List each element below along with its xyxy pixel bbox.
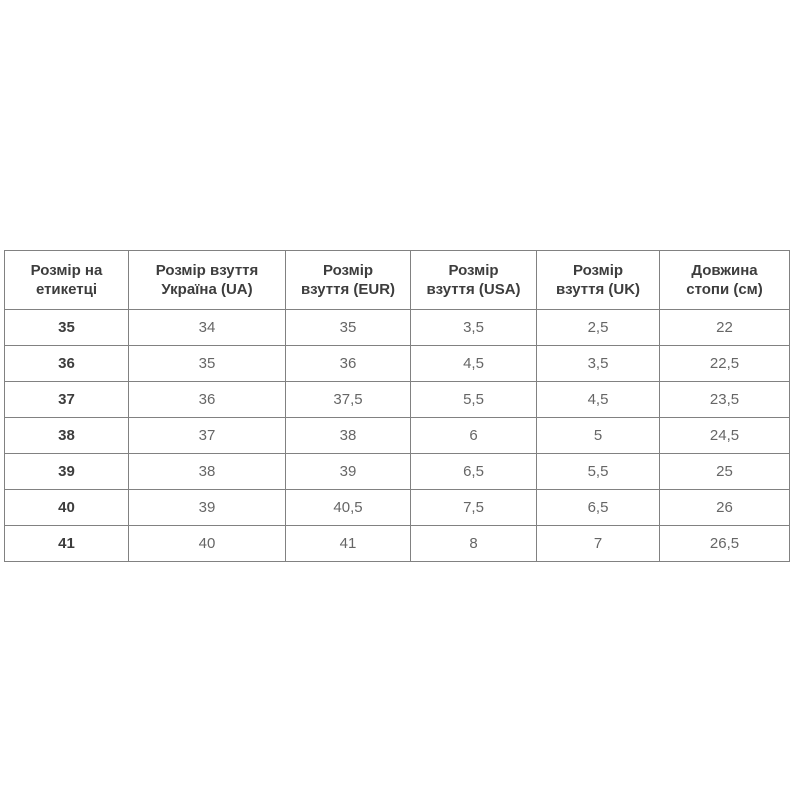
table-row <box>5 310 790 346</box>
table-cell-uk: 3,5 <box>537 346 660 382</box>
table-cell-label: 35 <box>5 310 129 346</box>
table-cell-ua: 36 <box>129 382 286 418</box>
table-cell-usa: 6,5 <box>411 454 537 490</box>
table-cell-eur: 41 <box>286 526 411 562</box>
header-line: Розмір <box>322 262 374 279</box>
table-cell-usa: 5,5 <box>411 382 537 418</box>
shoe-size-conversion-table <box>4 250 790 562</box>
table-header <box>5 251 790 310</box>
table-cell-eur: 36 <box>286 346 411 382</box>
table-row <box>5 526 790 562</box>
header-line: взуття (USA) <box>426 281 521 298</box>
table-cell-cm: 26 <box>660 490 790 526</box>
header-cell-ua-size <box>129 251 286 310</box>
table-cell-cm: 22 <box>660 310 790 346</box>
header-cell-uk-size <box>537 251 660 310</box>
table-cell-label: 38 <box>5 418 129 454</box>
table-cell-cm: 23,5 <box>660 382 790 418</box>
table-cell-ua: 35 <box>129 346 286 382</box>
table-cell-cm: 25 <box>660 454 790 490</box>
table-cell-label: 40 <box>5 490 129 526</box>
table-cell-eur: 40,5 <box>286 490 411 526</box>
table-cell-ua: 34 <box>129 310 286 346</box>
header-line: стопи (см) <box>686 281 763 298</box>
table-row <box>5 454 790 490</box>
table-cell-usa: 3,5 <box>411 310 537 346</box>
header-line: Розмір <box>572 262 624 279</box>
table-cell-usa: 4,5 <box>411 346 537 382</box>
table-cell-uk: 6,5 <box>537 490 660 526</box>
table-row <box>5 490 790 526</box>
table-row <box>5 418 790 454</box>
table-cell-ua: 38 <box>129 454 286 490</box>
table-cell-ua: 39 <box>129 490 286 526</box>
table-cell-usa: 6 <box>411 418 537 454</box>
table-cell-cm: 26,5 <box>660 526 790 562</box>
header-line: взуття (EUR) <box>300 281 396 298</box>
table-cell-cm: 24,5 <box>660 418 790 454</box>
table-cell-usa: 8 <box>411 526 537 562</box>
table-cell-eur: 35 <box>286 310 411 346</box>
table-cell-label: 41 <box>5 526 129 562</box>
table-body <box>5 310 790 562</box>
header-line: Довжина <box>691 262 758 279</box>
header-cell-label-size <box>5 251 129 310</box>
table-row <box>5 382 790 418</box>
table-cell-eur: 39 <box>286 454 411 490</box>
table-cell-ua: 40 <box>129 526 286 562</box>
table-row <box>5 346 790 382</box>
table-cell-eur: 37,5 <box>286 382 411 418</box>
table-cell-usa: 7,5 <box>411 490 537 526</box>
table-cell-uk: 2,5 <box>537 310 660 346</box>
header-line: Україна (UA) <box>161 281 253 298</box>
table-cell-label: 39 <box>5 454 129 490</box>
header-line: взуття (UK) <box>555 281 641 298</box>
header-cell-eur-size <box>286 251 411 310</box>
header-cell-foot-length <box>660 251 790 310</box>
table-cell-label: 37 <box>5 382 129 418</box>
header-line: Розмір <box>448 262 499 279</box>
table-cell-eur: 38 <box>286 418 411 454</box>
table-cell-uk: 4,5 <box>537 382 660 418</box>
table-cell-uk: 7 <box>537 526 660 562</box>
header-line: Розмір взуття <box>155 262 259 279</box>
table-cell-label: 36 <box>5 346 129 382</box>
table-cell-uk: 5,5 <box>537 454 660 490</box>
header-line: етикетці <box>35 281 98 298</box>
table-cell-uk: 5 <box>537 418 660 454</box>
table-cell-cm: 22,5 <box>660 346 790 382</box>
table-cell-ua: 37 <box>129 418 286 454</box>
header-row <box>5 251 790 310</box>
header-cell-usa-size <box>411 251 537 310</box>
header-line: Розмір на <box>30 262 103 279</box>
